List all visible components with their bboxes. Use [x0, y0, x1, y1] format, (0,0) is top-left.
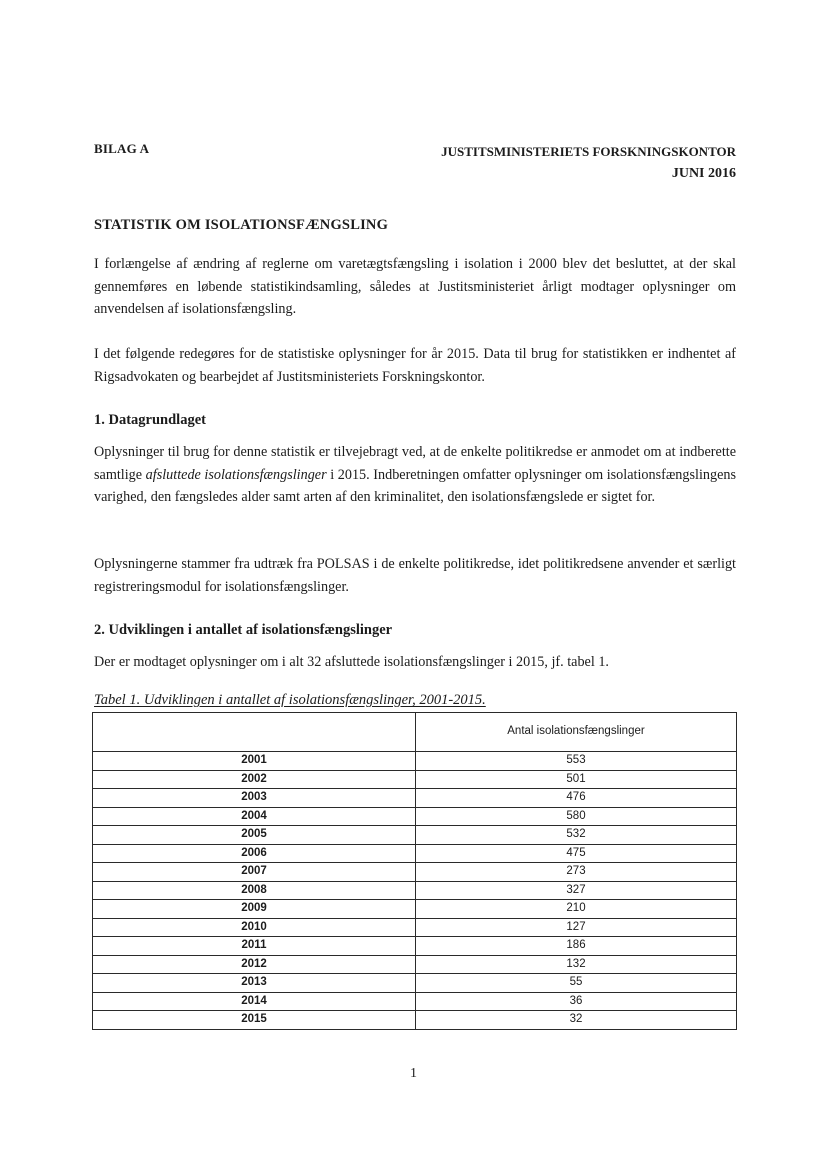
- year-cell: 2012: [93, 955, 416, 974]
- count-cell: 132: [416, 955, 737, 974]
- intro-paragraph-1: I forlængelse af ændring af reglerne om varetægtsfængsling i isolation i 2000 blev det besluttet, at der skal gennemføres en løbende statistikindsamling, således at Justitsministeriet årligt modtager oplysninger om anvendelsen af isolationsfængsling.: [94, 256, 736, 317]
- count-cell: 501: [416, 770, 737, 789]
- count-column-header: Antal isolationsfængslinger: [416, 713, 737, 752]
- count-cell: 327: [416, 881, 737, 900]
- table-row: [93, 992, 737, 1011]
- table-row: [93, 770, 737, 789]
- year-cell: 2001: [93, 752, 416, 771]
- section-2-heading: 2. Udviklingen i antallet af isolationsfængslinger: [94, 622, 393, 638]
- table-caption: Tabel 1. Udviklingen i antallet af isolationsfængslinger, 2001-2015.: [94, 692, 486, 708]
- year-cell: 2004: [93, 807, 416, 826]
- table-row: [93, 974, 737, 993]
- count-cell: 476: [416, 789, 737, 808]
- section-1-emphasis: afsluttede isolationsfængslinger: [145, 466, 327, 483]
- table-row: [93, 844, 737, 863]
- year-cell: 2011: [93, 937, 416, 956]
- document-title: STATISTIK OM ISOLATIONSFÆNGSLING: [94, 217, 389, 233]
- table-row: [93, 881, 737, 900]
- count-cell: 32: [416, 1011, 737, 1030]
- isolation-table: [92, 712, 737, 1030]
- year-cell: 2010: [93, 918, 416, 937]
- section-1-paragraph-1: [94, 441, 736, 509]
- appendix-label: BILAG A: [94, 141, 150, 156]
- count-cell: 55: [416, 974, 737, 993]
- table-row: [93, 826, 737, 845]
- year-cell: 2015: [93, 1011, 416, 1030]
- section-1-heading: 1. Datagrundlaget: [94, 412, 206, 428]
- table-body: [93, 752, 737, 1030]
- document-date: JUNI 2016: [671, 166, 736, 181]
- year-column-header: [93, 713, 416, 752]
- year-cell: 2009: [93, 900, 416, 919]
- section-2-paragraph-1: Der er modtaget oplysninger om i alt 32 afsluttede isolationsfængslinger i 2015, jf. tabel 1.: [94, 654, 609, 670]
- page-number: 1: [410, 1066, 417, 1081]
- year-cell: 2003: [93, 789, 416, 808]
- intro-paragraph-2: I det følgende redegøres for de statistiske oplysninger for år 2015. Data til brug for statistikken er indhentet af Rigsadvokaten og bearbejdet af Justitsministeriets Forskningskontor.: [94, 346, 736, 385]
- table-row: [93, 937, 737, 956]
- table-row: [93, 955, 737, 974]
- section-1-text-end: i 2015. Indberetningen omfatter oplysninger om isolationsfængslingens varighed, den fængsledes alder samt arten af den kriminalitet, den isolationsfængslede er sigtet for.: [94, 466, 736, 505]
- table-row: [93, 918, 737, 937]
- count-cell: 553: [416, 752, 737, 771]
- table-row: [93, 752, 737, 771]
- count-cell: 532: [416, 826, 737, 845]
- count-cell: 210: [416, 900, 737, 919]
- year-cell: 2006: [93, 844, 416, 863]
- office-name: JUSTITSMINISTERIETS FORSKNINGSKONTOR: [441, 144, 736, 159]
- table-row: [93, 900, 737, 919]
- year-cell: 2008: [93, 881, 416, 900]
- table-row: [93, 789, 737, 808]
- count-cell: 127: [416, 918, 737, 937]
- count-cell: 475: [416, 844, 737, 863]
- table-header-row: [93, 713, 737, 752]
- count-cell: 186: [416, 937, 737, 956]
- count-cell: 36: [416, 992, 737, 1011]
- table-row: [93, 807, 737, 826]
- document-header: [441, 141, 736, 185]
- year-cell: 2005: [93, 826, 416, 845]
- year-cell: 2013: [93, 974, 416, 993]
- year-cell: 2002: [93, 770, 416, 789]
- year-cell: 2014: [93, 992, 416, 1011]
- section-1-paragraph-2: Oplysningerne stammer fra udtræk fra POLSAS i de enkelte politikredse, idet politikredsene anvender et særligt registreringsmodul for isolationsfængslinger.: [94, 556, 736, 595]
- table-row: [93, 1011, 737, 1030]
- table-row: [93, 863, 737, 882]
- year-cell: 2007: [93, 863, 416, 882]
- section-1-text-start: Oplysninger til brug for denne statistik er tilvejebragt ved, at de enkelte politikredse er anmodet om at indberette samtlige: [94, 444, 736, 483]
- count-cell: 273: [416, 863, 737, 882]
- count-cell: 580: [416, 807, 737, 826]
